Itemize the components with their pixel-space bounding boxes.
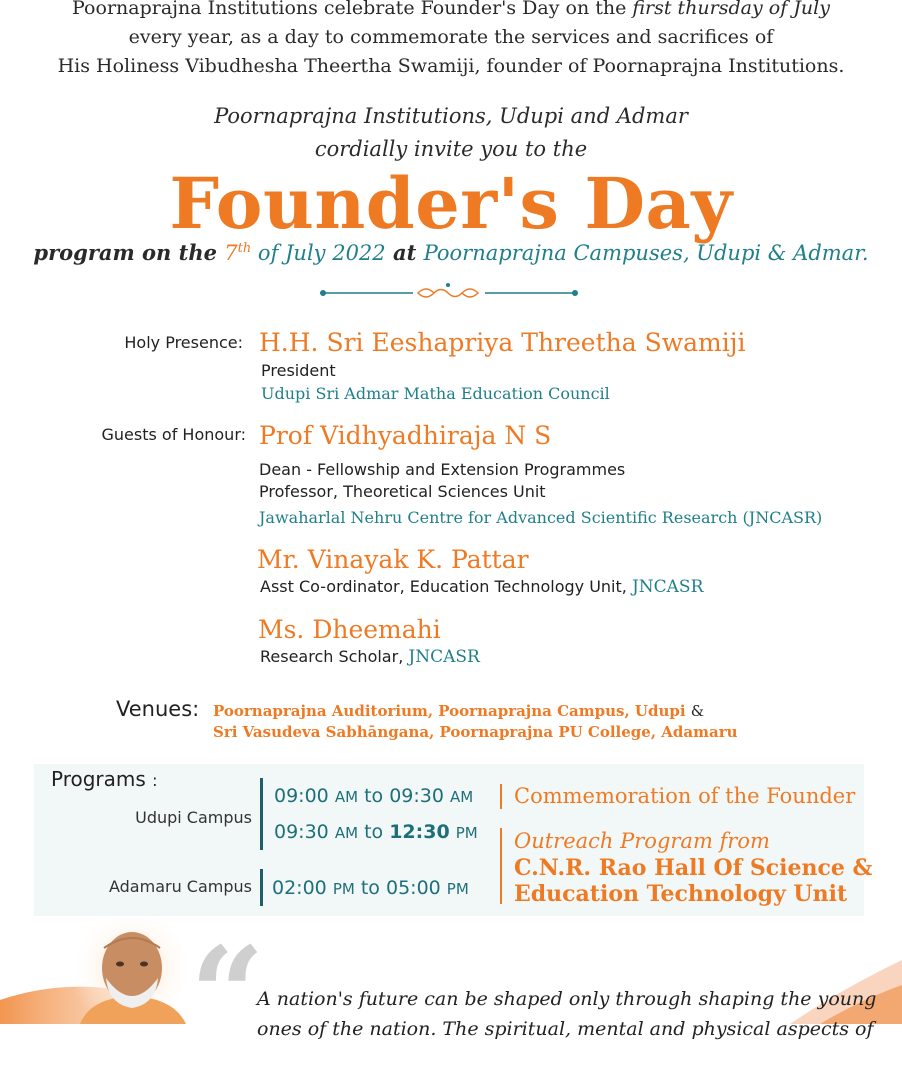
invite-line-1: Poornaprajna Institutions, Udupi and Admar [214, 104, 688, 128]
program-at: at [385, 240, 424, 265]
intro-line-1 [0, 0, 902, 23]
event-divider [500, 828, 502, 904]
program-date-line [0, 240, 902, 265]
founder-portrait [60, 918, 210, 1024]
udupi-divider [260, 778, 263, 850]
venue-2: Sri Vasudeva Sabhāngana, Poornaprajna PU College, Adamaru [213, 723, 738, 741]
event-hall-line-2: Education Technology Unit [514, 881, 848, 907]
guest-org: Jawaharlal Nehru Centre for Advanced Scientific Research (JNCASR) [259, 508, 823, 527]
guest-org: JNCASR [408, 647, 480, 667]
slot-to: to [360, 877, 380, 899]
quote-line-1: A nation's future can be shaped only through shaping the young [257, 988, 877, 1010]
event-divider [500, 784, 502, 809]
slot-start-ampm: AM [334, 788, 359, 806]
adamaru-divider [260, 869, 263, 906]
holy-presence-role: President [261, 361, 336, 380]
guest-role-line [260, 577, 703, 597]
slot-udupi-1 [274, 785, 473, 807]
slot-start: 09:30 [274, 821, 329, 843]
holy-presence-org: Udupi Sri Admar Matha Education Council [261, 384, 610, 403]
slot-to: to [364, 821, 384, 843]
founder-quote [257, 984, 877, 1044]
venue-1-text: Poornaprajna Auditorium, Poornaprajna Campus, Udupi [213, 702, 686, 720]
guest-role: Dean - Fellowship and Extension Programmes [259, 460, 626, 479]
slot-start: 02:00 [272, 877, 327, 899]
programs-label-text: Programs [51, 767, 146, 791]
guest-name: Prof Vidhyadhiraja N S [259, 421, 552, 450]
programs-label [51, 767, 158, 791]
program-place: Poornaprajna Campuses, Udupi & Admar. [423, 241, 869, 265]
intro-line-1-text: Poornaprajna Institutions celebrate Founder's Day on the [72, 0, 633, 19]
event-hall-line-1: C.N.R. Rao Hall Of Science & [514, 855, 873, 881]
intro-paragraph [0, 0, 902, 90]
holy-presence-label: Holy Presence: [124, 333, 243, 352]
quote-line-2: ones of the nation. The spiritual, mental and physical aspects of [257, 1018, 874, 1040]
slot-to: to [364, 785, 384, 807]
guest-role: Research Scholar, [260, 647, 404, 666]
slot-start: 09:00 [274, 785, 329, 807]
venue-1 [213, 702, 704, 720]
guest-name: Mr. Vinayak K. Pattar [257, 545, 529, 574]
udupi-campus-label: Udupi Campus [135, 808, 252, 827]
slot-end-ampm: PM [446, 880, 469, 898]
slot-end: 12:30 [389, 821, 450, 843]
guest-org: JNCASR [631, 577, 704, 597]
program-ordinal: th [237, 241, 252, 256]
intro-line-3: His Holiness Vibudhesha Theertha Swamiji, founder of Poornaprajna Institutions. [57, 55, 845, 77]
quote-mark-icon: “ [190, 918, 265, 1071]
guest-role-line [260, 647, 480, 667]
slot-start-ampm: AM [334, 824, 359, 842]
slot-end-ampm: AM [450, 788, 474, 806]
intro-line-2: every year, as a day to commemorate the services and sacrifices of [128, 26, 774, 48]
venues-label: Venues: [116, 697, 200, 721]
guest-name: Ms. Dheemahi [258, 615, 441, 644]
page-title: Founder's Day [169, 162, 733, 245]
slot-end: 09:30 [389, 785, 444, 807]
slot-end: 05:00 [385, 877, 441, 899]
slot-end-ampm: PM [455, 824, 478, 842]
invite-line-2: cordially invite you to the [314, 137, 588, 161]
ornament-divider [318, 282, 580, 304]
guest-role: Professor, Theoretical Sciences Unit [259, 482, 546, 501]
adamaru-campus-label: Adamaru Campus [108, 877, 252, 896]
intro-line-1-emphasis: first thursday of July [632, 0, 830, 19]
program-date: of July 2022 [251, 241, 386, 265]
programs-colon: : [152, 771, 158, 790]
guest-role: Asst Co-ordinator, Education Technology Unit, [260, 577, 627, 596]
slot-start-ampm: PM [332, 880, 355, 898]
program-prefix: program on the [33, 240, 225, 265]
slot-udupi-2 [274, 821, 478, 843]
guests-label: Guests of Honour: [101, 425, 246, 444]
venue-amp: & [690, 702, 705, 720]
program-day: 7 [224, 241, 238, 265]
slot-adamaru [272, 877, 469, 899]
holy-presence-name: H.H. Sri Eeshapriya Threetha Swamiji [259, 328, 746, 357]
event-outreach: Outreach Program from [514, 829, 770, 853]
event-commemoration: Commemoration of the Founder [514, 784, 856, 808]
